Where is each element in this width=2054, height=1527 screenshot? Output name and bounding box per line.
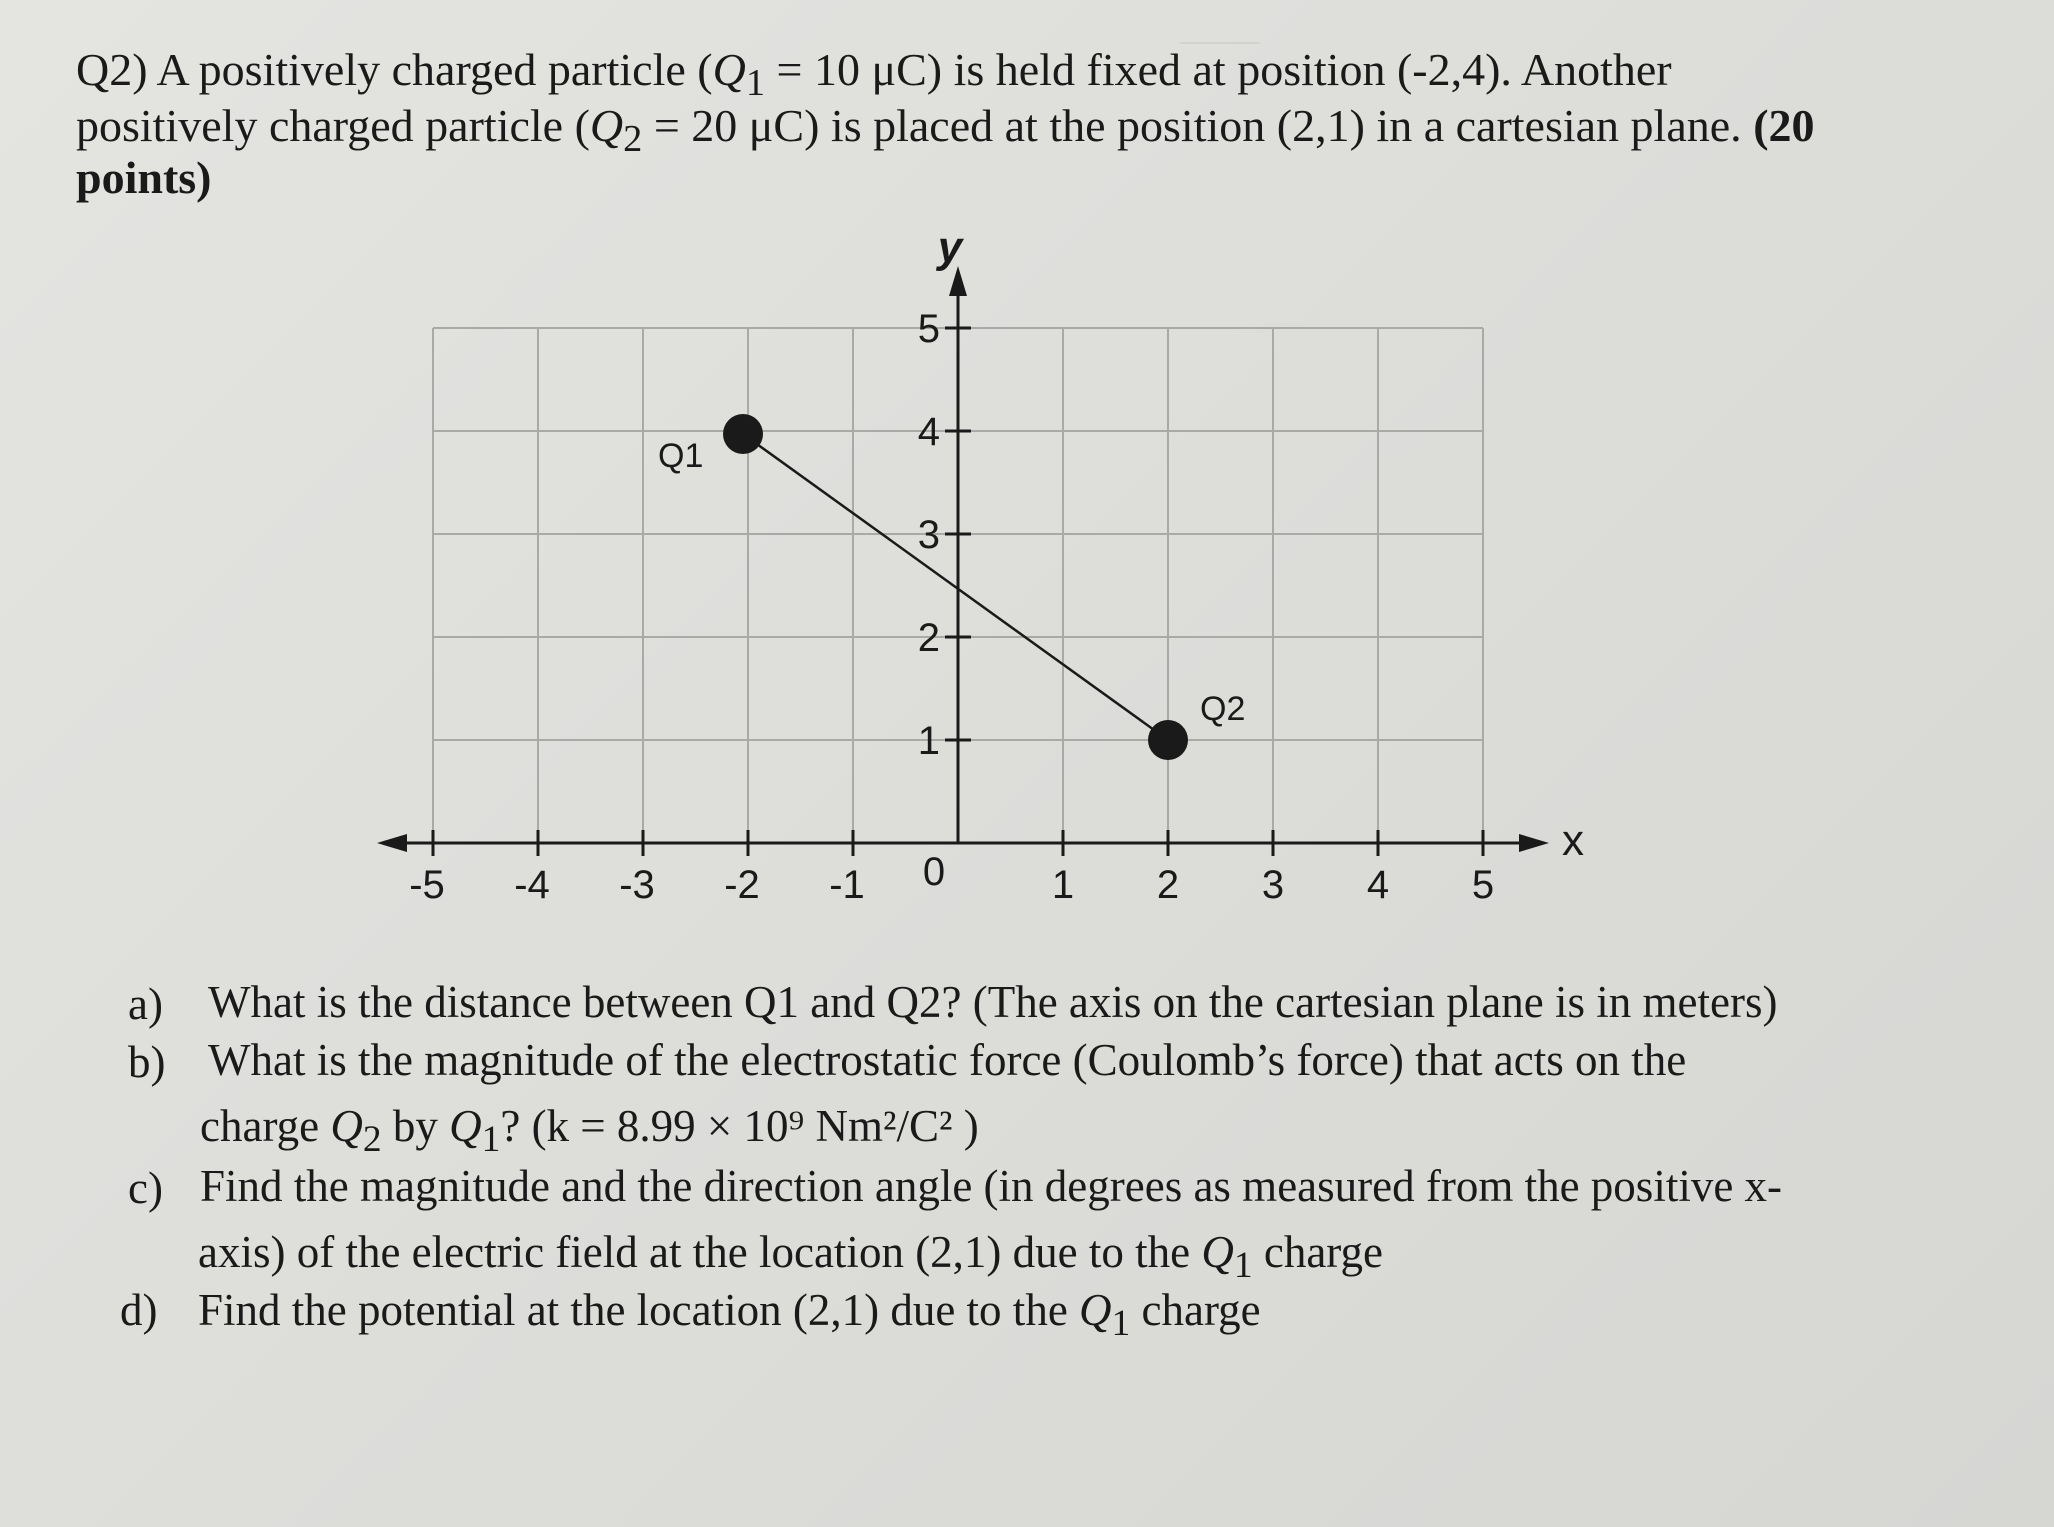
q2-symbol: Q [589,100,624,151]
question-text: positively charged particle ( [76,100,590,151]
x-tick-label: -1 [829,863,865,907]
x-tick-label: 3 [1261,863,1285,907]
part-b-marker: b) [128,1037,166,1087]
y-axis-label: y [937,223,963,272]
y-tick-label: 4 [917,410,940,454]
q2-label: Q2 [1200,690,1246,728]
x-tick-label: -5 [409,863,445,907]
q1-q2-connector [743,434,1168,740]
q1-charge [723,414,763,454]
q1-subscript: 1 [1233,1245,1253,1286]
x-tick-label: 4 [1366,863,1390,907]
q1-symbol: Q [1201,1227,1234,1277]
x-tick-label: 5 [1471,863,1495,907]
q2-charge [1148,720,1188,760]
q2-value: = 20 μC [642,100,805,151]
part-b-text: by [381,1101,450,1151]
charges [723,414,1188,760]
q2-subscript: 2 [623,118,643,161]
q1-label: Q1 [658,437,704,475]
x-tick-label: -3 [619,863,655,907]
y-tick-label: 2 [917,616,940,660]
q1-subscript: 1 [481,1119,501,1160]
question-text: ) is held fixed at position (-2,4). Another [926,44,1672,95]
q1-subscript: 1 [1111,1303,1131,1344]
question-text: Q2) A positively charged particle ( [76,44,713,95]
part-d-text-end: charge [1130,1285,1261,1335]
x-tick-label: -2 [724,863,760,907]
q1-symbol: Q [712,44,746,95]
q1-symbol: Q [449,1101,482,1151]
x-axis-arrow-left [377,834,407,852]
part-c-text-line-1: Find the magnitude and the direction angle (in degrees as measured from the positive x- [200,1161,1783,1211]
part-d-marker: d) [120,1285,158,1335]
x-tick-label: 1 [1051,863,1075,907]
y-tick-label: 5 [917,307,940,351]
points-label: points) [76,152,212,203]
question-text: ) is placed at the position (2,1) in a cartesian plane. [804,100,1754,151]
points-label: (20 [1753,100,1815,151]
y-tick-label: 3 [917,513,940,557]
origin-label: 0 [922,850,946,894]
part-c-text: axis) of the electric field at the location (2,1) due to the [198,1227,1202,1277]
axis-labels [409,223,1584,907]
bleed-through-text: ____ [1180,3,1260,48]
q1-subscript: 1 [745,62,765,105]
q1-value: = 10 μC [765,44,927,95]
x-axis-arrow-right [1519,834,1549,852]
x-tick-label: 2 [1156,863,1180,907]
q2-subscript: 2 [362,1119,382,1160]
part-a-marker: a) [128,979,163,1029]
part-a-text: What is the distance between Q1 and Q2? (The axis on the cartesian plane is in meters) [208,977,1778,1027]
part-d-text [198,1282,1261,1352]
part-d-text-main: Find the potential at the location (2,1) due to the [198,1285,1080,1335]
y-tick-label: 1 [917,719,940,763]
part-c-text: charge [1252,1227,1383,1277]
x-tick-label: -4 [514,863,550,907]
part-b-text-line-1: What is the magnitude of the electrostatic force (Coulomb’s force) that acts on the [208,1035,1687,1085]
q2-symbol: Q [330,1101,363,1151]
axes [377,266,1549,856]
coulomb-constant: ? (k = 8.99 × 10⁹ Nm²/C² ) [500,1101,979,1151]
part-b-text: charge [200,1101,331,1151]
part-c-marker: c) [128,1163,163,1213]
x-axis-label: x [1562,816,1584,865]
q1-symbol: Q [1079,1285,1112,1335]
